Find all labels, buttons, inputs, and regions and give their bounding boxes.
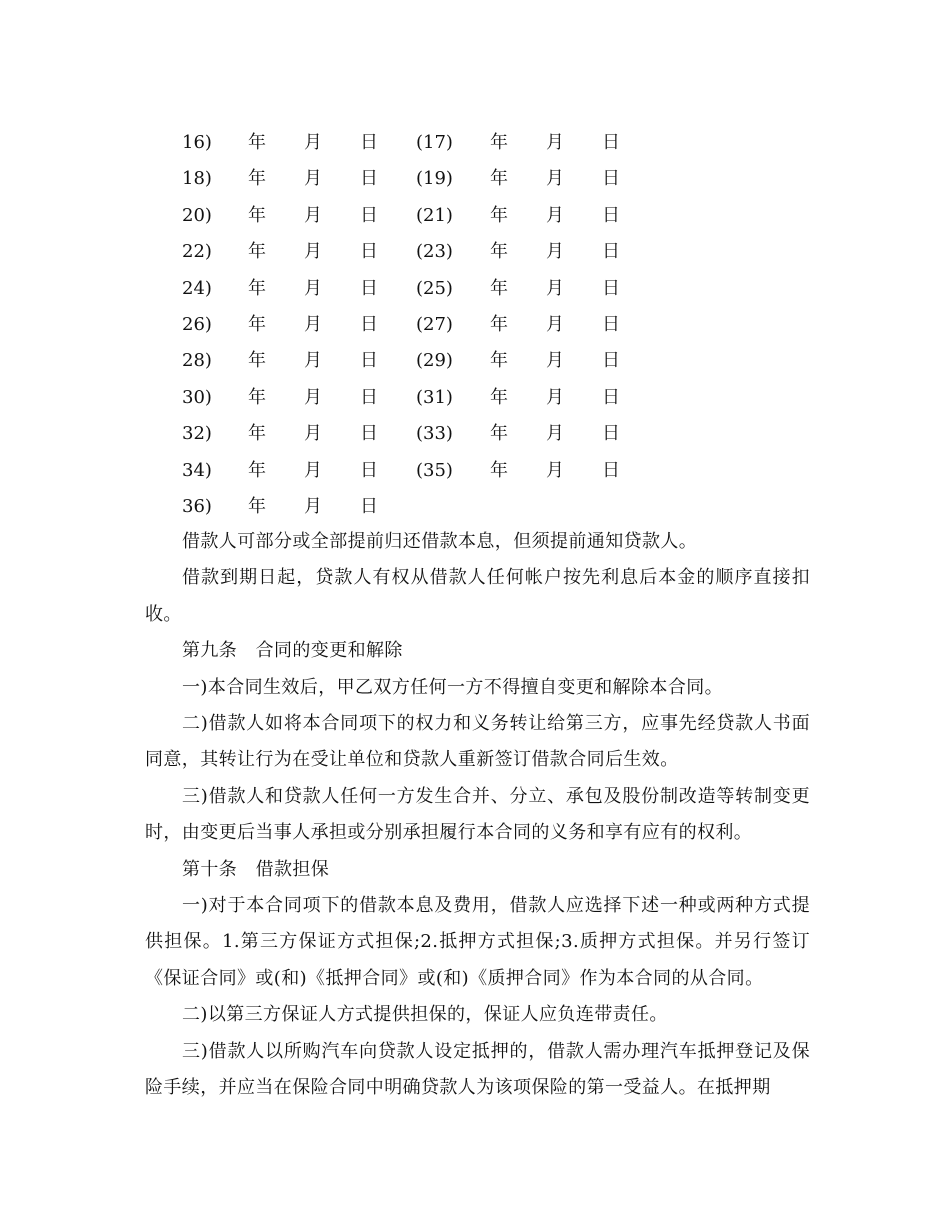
year-label: 年: [490, 132, 508, 153]
day-label: 日: [360, 168, 378, 190]
installment-number: (17): [416, 132, 453, 153]
month-label: 月: [546, 277, 564, 299]
year-label: 年: [490, 277, 508, 299]
installment-number: 36): [182, 495, 212, 517]
article-10-clause-3: 三)借款人以所购汽车向贷款人设定抵押的，借款人需办理汽车抵押登记及保险手续，并应当在保险合同中明确贷款人为该项保险的第一受益人。在抵押期: [145, 1040, 810, 1099]
day-label: 日: [602, 350, 620, 372]
month-label: 月: [546, 313, 564, 335]
month-label: 月: [304, 132, 322, 153]
day-label: 日: [360, 386, 378, 408]
month-label: 月: [304, 459, 322, 481]
month-label: 月: [546, 459, 564, 481]
day-label: 日: [602, 386, 620, 408]
year-label: 年: [490, 386, 508, 408]
contract-body: [145, 524, 810, 1107]
month-label: 月: [546, 386, 564, 408]
installment-number: (19): [416, 168, 453, 190]
repayment-schedule: [0, 125, 950, 525]
month-label: 月: [304, 204, 322, 226]
article-9-heading: 第九条 合同的变更和解除: [182, 640, 403, 662]
year-label: 年: [248, 459, 266, 481]
day-label: 日: [360, 313, 378, 335]
collection-paragraph: 借款到期日起，贷款人有权从借款人任何帐户按先利息后本金的顺序直接扣收。: [145, 567, 810, 625]
year-label: 年: [490, 423, 508, 445]
day-label: 日: [602, 241, 620, 263]
day-label: 日: [360, 423, 378, 445]
article-10-clause-1: 一)对于本合同项下的借款本息及费用，借款人应选择下述一种或两种方式提供担保。1.第三方保证方式担保;2.抵押方式担保;3.质押方式担保。并另行签订《保证合同》或(和)《抵押合同》或(和)《质押合同》作为本合同的从合同。: [145, 895, 810, 989]
schedule-row: [0, 198, 950, 234]
schedule-row: [0, 271, 950, 307]
schedule-row: [0, 307, 950, 343]
day-label: 日: [360, 495, 378, 517]
day-label: 日: [602, 277, 620, 299]
month-label: 月: [304, 495, 322, 517]
installment-number: (27): [416, 313, 453, 335]
schedule-row: [0, 343, 950, 379]
year-label: 年: [248, 132, 266, 153]
year-label: 年: [490, 168, 508, 190]
installment-number: 18): [182, 168, 212, 190]
month-label: 月: [546, 423, 564, 445]
month-label: 月: [546, 168, 564, 190]
month-label: 月: [304, 241, 322, 263]
month-label: 月: [304, 350, 322, 372]
installment-number: 20): [182, 204, 212, 226]
year-label: 年: [490, 204, 508, 226]
month-label: 月: [546, 132, 564, 153]
month-label: 月: [546, 350, 564, 372]
day-label: 日: [602, 423, 620, 445]
installment-number: (29): [416, 350, 453, 372]
schedule-row: [0, 234, 950, 270]
day-label: 日: [360, 277, 378, 299]
article-9-clause-1: 一)本合同生效后，甲乙双方任何一方不得擅自变更和解除本合同。: [182, 676, 724, 698]
day-label: 日: [602, 204, 620, 226]
installment-number: 22): [182, 241, 212, 263]
year-label: 年: [248, 204, 266, 226]
month-label: 月: [546, 204, 564, 226]
year-label: 年: [248, 423, 266, 445]
installment-number: (31): [416, 386, 453, 408]
year-label: 年: [248, 168, 266, 190]
day-label: 日: [602, 313, 620, 335]
year-label: 年: [248, 350, 266, 372]
day-label: 日: [360, 459, 378, 481]
year-label: 年: [248, 386, 266, 408]
year-label: 年: [490, 313, 508, 335]
installment-number: (35): [416, 459, 453, 481]
article-10-clause-2: 二)以第三方保证人方式提供担保的，保证人应负连带责任。: [182, 1004, 668, 1026]
day-label: 日: [602, 168, 620, 190]
year-label: 年: [248, 241, 266, 263]
month-label: 月: [304, 386, 322, 408]
schedule-row: [0, 453, 950, 489]
installment-number: 32): [182, 423, 212, 445]
schedule-row: [0, 125, 950, 161]
article-9-clause-3: 三)借款人和贷款人任何一方发生合并、分立、承包及股份制改造等转制变更时，由变更后当事人承担或分别承担履行本合同的义务和享有应有的权利。: [145, 785, 810, 844]
month-label: 月: [304, 277, 322, 299]
day-label: 日: [360, 132, 378, 153]
year-label: 年: [490, 350, 508, 372]
installment-number: 34): [182, 459, 212, 481]
year-label: 年: [490, 459, 508, 481]
day-label: 日: [360, 241, 378, 263]
installment-number: 28): [182, 350, 212, 372]
installment-number: 30): [182, 386, 212, 408]
year-label: 年: [248, 277, 266, 299]
installment-number: 24): [182, 277, 212, 299]
installment-number: (33): [416, 423, 453, 445]
day-label: 日: [360, 204, 378, 226]
month-label: 月: [304, 313, 322, 335]
day-label: 日: [602, 132, 620, 153]
article-10-heading: 第十条 借款担保: [182, 858, 330, 880]
article-9-clause-2: 二)借款人如将本合同项下的权力和义务转让给第三方，应事先经贷款人书面同意，其转让行为在受让单位和贷款人重新签订借款合同后生效。: [145, 713, 810, 771]
installment-number: (23): [416, 241, 453, 263]
day-label: 日: [602, 459, 620, 481]
schedule-row: [0, 380, 950, 416]
year-label: 年: [490, 241, 508, 263]
installment-number: 16): [182, 132, 212, 153]
day-label: 日: [360, 350, 378, 372]
schedule-row: [0, 161, 950, 197]
month-label: 月: [304, 168, 322, 190]
month-label: 月: [546, 241, 564, 263]
prepayment-paragraph: 借款人可部分或全部提前归还借款本息，但须提前通知贷款人。: [182, 531, 698, 552]
schedule-row: [0, 416, 950, 452]
installment-number: (21): [416, 204, 453, 226]
installment-number: (25): [416, 277, 453, 299]
installment-number: 26): [182, 313, 212, 335]
month-label: 月: [304, 423, 322, 445]
schedule-row: [0, 489, 950, 525]
year-label: 年: [248, 313, 266, 335]
year-label: 年: [248, 495, 266, 517]
